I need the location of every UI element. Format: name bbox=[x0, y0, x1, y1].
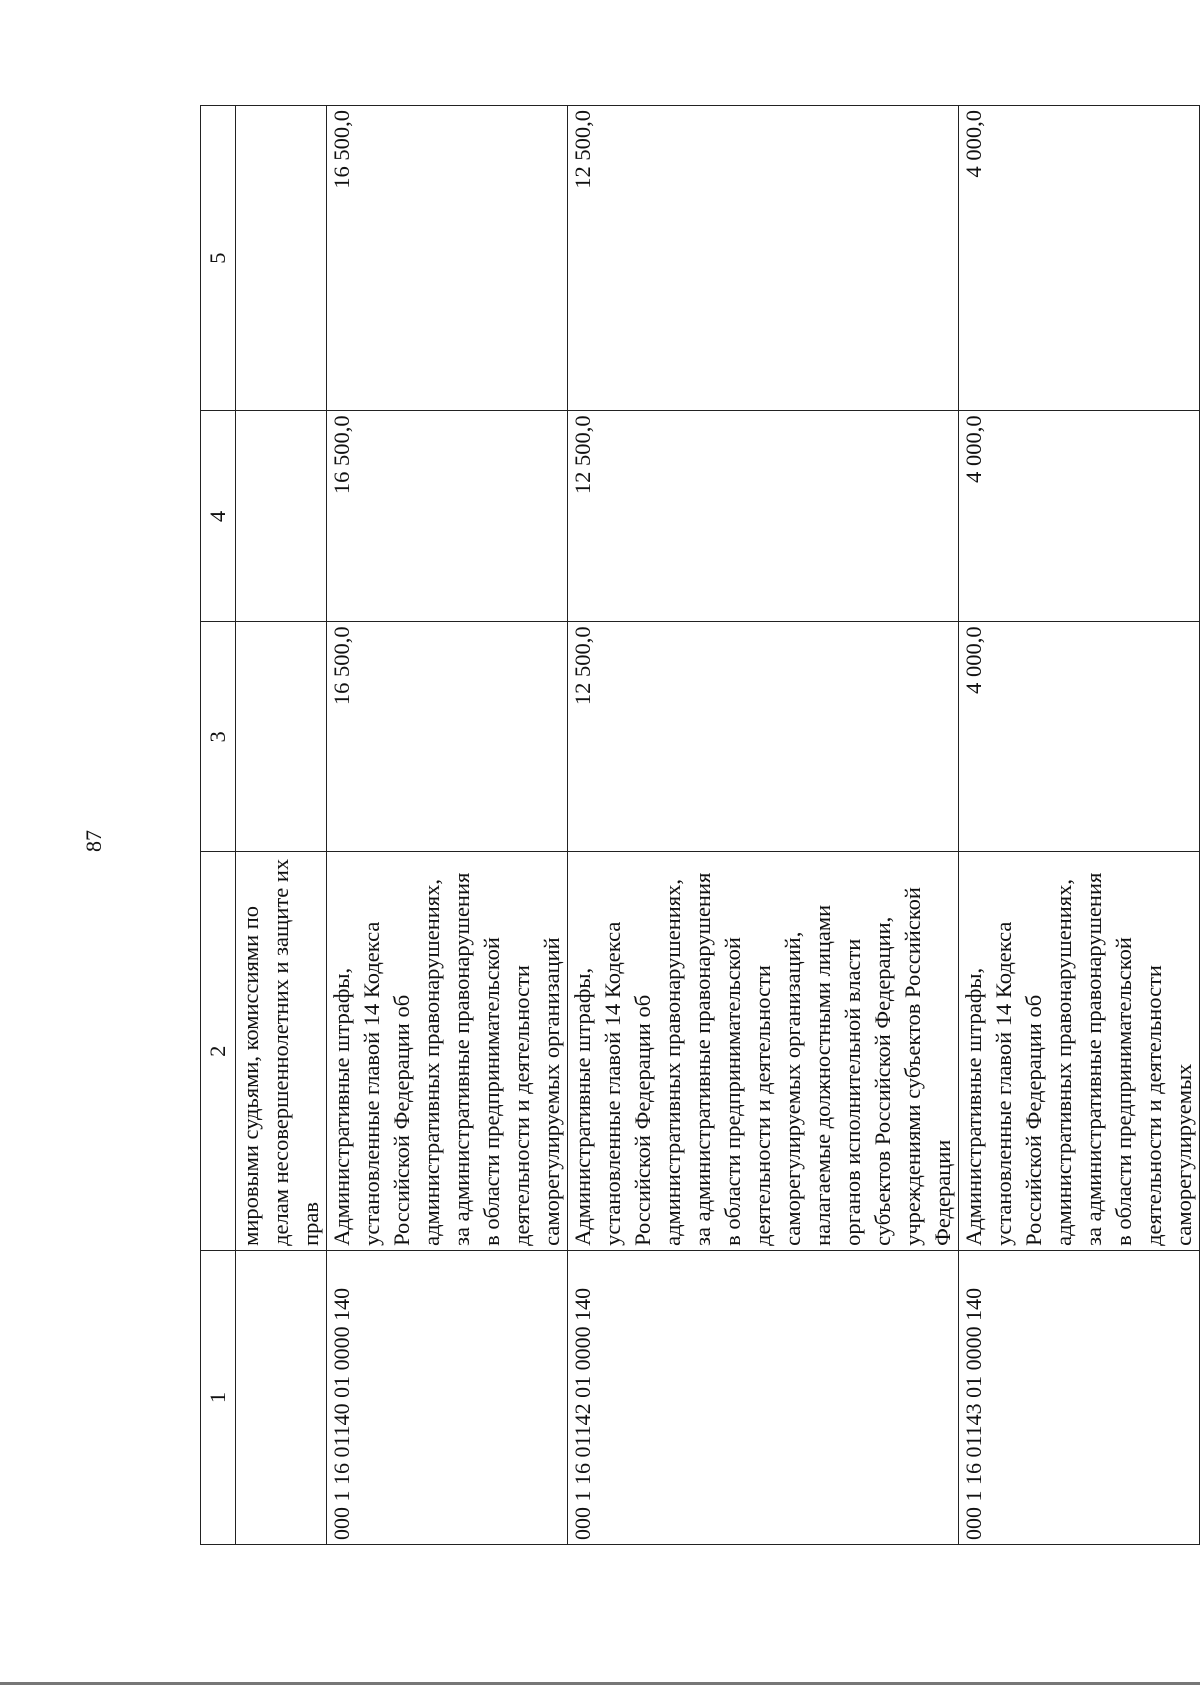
header-col-3: 3 bbox=[201, 622, 236, 852]
row-value-col3: 4 000,0 bbox=[959, 622, 1200, 852]
table-row bbox=[327, 106, 568, 1545]
header-row bbox=[201, 106, 236, 1545]
header-col-5: 5 bbox=[201, 106, 236, 411]
rotated-table-container bbox=[200, 105, 1196, 1545]
row-code: 000 1 16 01140 01 0000 140 bbox=[327, 1250, 568, 1544]
row-value-col5: 4 000,0 bbox=[959, 106, 1200, 411]
row-description: мировыми судьями, комиссиями по делам несовершеннолетних и защите их прав bbox=[236, 852, 327, 1250]
row-value-col5: 16 500,0 bbox=[327, 106, 568, 411]
header-col-4: 4 bbox=[201, 411, 236, 622]
table-row bbox=[236, 106, 327, 1545]
row-value-col3: 12 500,0 bbox=[568, 622, 959, 852]
row-code: 000 1 16 01142 01 0000 140 bbox=[568, 1250, 959, 1544]
row-description: Административные штрафы, установленные главой 14 Кодекса Российской Федерации об административных правонарушениях, за административные правонарушения в области предпринимательской деятельности и деятельности саморегулируемых организаций, налагаемые должностными лицами органов исполнительной власти субъектов Российской Федерации, учреждениями субъектов Российской Федерации bbox=[568, 852, 959, 1250]
row-value-col3 bbox=[236, 622, 327, 852]
row-value-col5 bbox=[236, 106, 327, 411]
scan-edge-line bbox=[0, 1682, 1200, 1685]
table-row bbox=[959, 106, 1200, 1545]
budget-table bbox=[200, 105, 1200, 1545]
row-code bbox=[236, 1250, 327, 1544]
row-value-col3: 16 500,0 bbox=[327, 622, 568, 852]
header-col-2: 2 bbox=[201, 852, 236, 1250]
page-number: 87 bbox=[81, 830, 106, 852]
header-col-1: 1 bbox=[201, 1250, 236, 1544]
row-description: Административные штрафы, установленные главой 14 Кодекса Российской Федерации об административных правонарушениях, за административные правонарушения в области предпринимательской деятельности и деятельности саморегулируемых организаций bbox=[327, 852, 568, 1250]
table-row bbox=[568, 106, 959, 1545]
row-code: 000 1 16 01143 01 0000 140 bbox=[959, 1250, 1200, 1544]
row-value-col4 bbox=[236, 411, 327, 622]
row-value-col4: 4 000,0 bbox=[959, 411, 1200, 622]
row-value-col4: 12 500,0 bbox=[568, 411, 959, 622]
row-description: Административные штрафы, установленные главой 14 Кодекса Российской Федерации об административных правонарушениях, за административные правонарушения в области предпринимательской деятельности и деятельности саморегулируемых bbox=[959, 852, 1200, 1250]
row-value-col4: 16 500,0 bbox=[327, 411, 568, 622]
row-value-col5: 12 500,0 bbox=[568, 106, 959, 411]
